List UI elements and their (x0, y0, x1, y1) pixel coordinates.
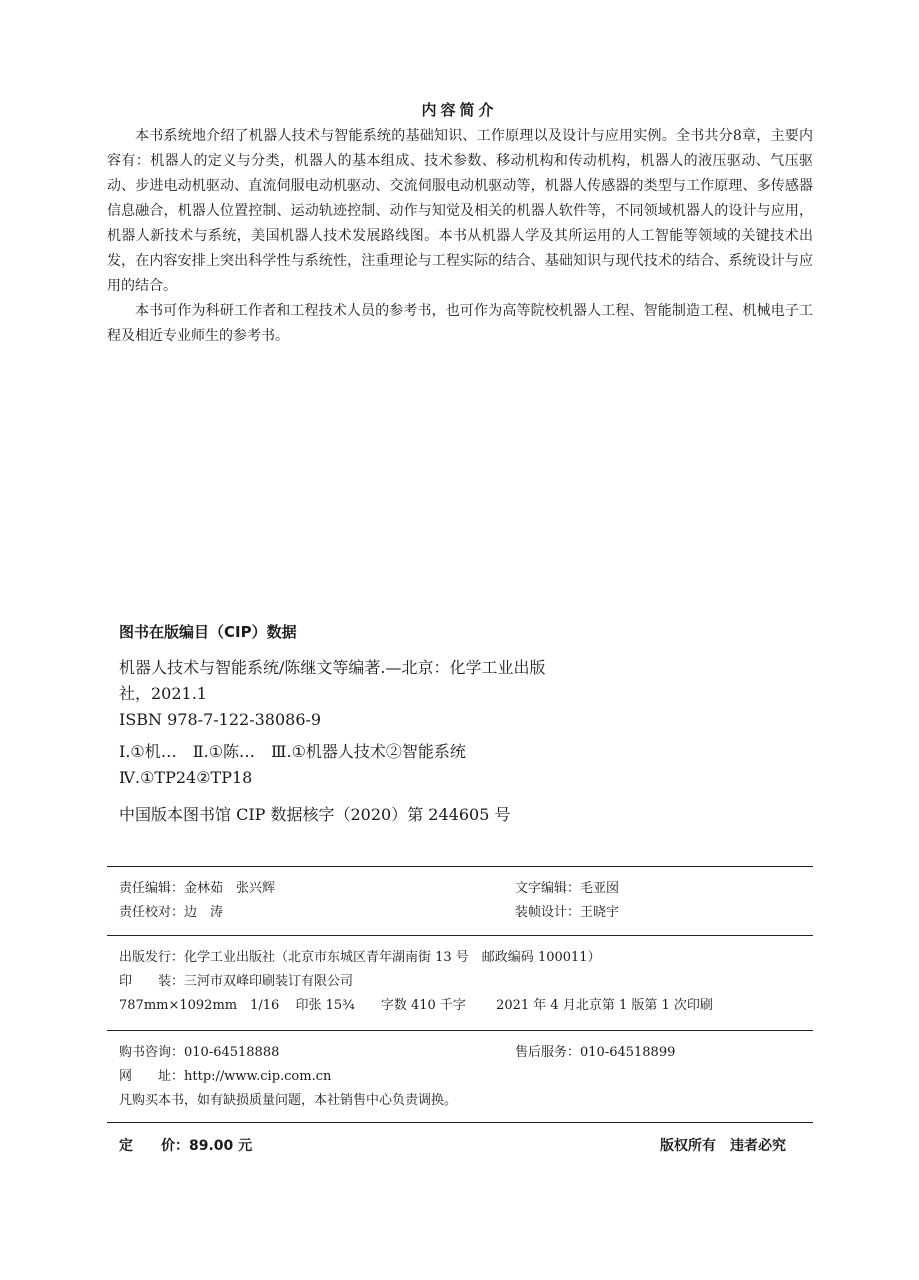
sheets: 印张 15¾ (295, 998, 355, 1013)
printer-line: 印 装：三河市双峰印刷装订有限公司 (119, 974, 354, 989)
price: 定 价：89.00 元 (119, 1138, 253, 1154)
format-line (119, 995, 713, 1017)
cip-isbn: ISBN 978-7-122-38086-9 (119, 710, 322, 729)
summary-paragraph: 本书系统地介绍了机器人技术与智能系统的基础知识、工作原理以及设计与应用实例。全书共分8章，主要内容有：机器人的定义与分类，机器人的基本组成、技术参数、移动机构和传动机构，机器人的液压驱动、气压驱动、步进电动机驱动、直流伺服电动机驱动、交流伺服电动机驱动等，机器人传感器的类型与工作原理、多传感器信息融合，机器人位置控制、运动轨迹控制、动作与知觉及相关的机器人软件等，不同领域机器人的设计与应用，机器人新技术与系统，美国机器人技术发展路线图。本书从机器人学及其所运用的人工智能等领域的关键技术出发，在内容安排上突出科学性与系统性，注重理论与工程实际的结合、基础知识与现代技术的结合、系统设计与应用的结合。 (107, 128, 813, 294)
cip-number: 中国版本图书馆 CIP 数据核字（2020）第 244605 号 (119, 805, 511, 824)
notice-line: 凡购买本书，如有缺损质量问题，本社销售中心负责调换。 (119, 1093, 458, 1108)
edition: 2021 年 4 月北京第 1 版第 1 次印刷 (496, 998, 713, 1013)
wordcount: 字数 410 千字 (380, 998, 466, 1013)
publisher-line: 出版发行：化学工业出版社（北京市东城区青年湖南街 13 号 邮政编码 100011） (119, 950, 601, 965)
divider (107, 866, 813, 867)
cip-heading: 图书在版编目（CIP）数据 (119, 623, 297, 641)
divider (107, 1030, 813, 1031)
text-editor-credit: 文字编辑：毛亚囡 (515, 881, 620, 896)
proofreader-credit: 责任校对：边 涛 (119, 905, 224, 920)
rights-notice: 版权所有 违者必究 (660, 1138, 786, 1154)
summary-paragraph: 本书可作为科研工作者和工程技术人员的参考书，也可作为高等院校机器人工程、智能制造工程、机械电子工程及相近专业师生的参考书。 (107, 303, 813, 344)
cip-classification: Ⅰ.①机… Ⅱ.①陈… Ⅲ.①机器人技术②智能系统 Ⅳ.①TP24②TP18 (119, 742, 482, 787)
divider (107, 1122, 813, 1123)
service-contact: 售后服务：010-64518899 (515, 1045, 676, 1060)
website-line[interactable]: 网 址：http://www.cip.com.cn (119, 1069, 332, 1084)
page-title: 内容简介 (421, 101, 498, 119)
purchase-contact: 购书咨询：010-64518888 (119, 1045, 280, 1060)
designer-credit: 装帧设计：王晓宇 (515, 905, 620, 920)
editor-credit: 责任编辑：金林茹 张兴辉 (119, 881, 276, 896)
format: 787mm×1092mm 1/16 (119, 998, 280, 1013)
divider (107, 935, 813, 936)
summary-section (107, 124, 813, 349)
cip-title-line: 机器人技术与智能系统/陈继文等编著.—北京：化学工业出版社，2021.1 (119, 658, 546, 703)
cip-block (119, 655, 549, 797)
